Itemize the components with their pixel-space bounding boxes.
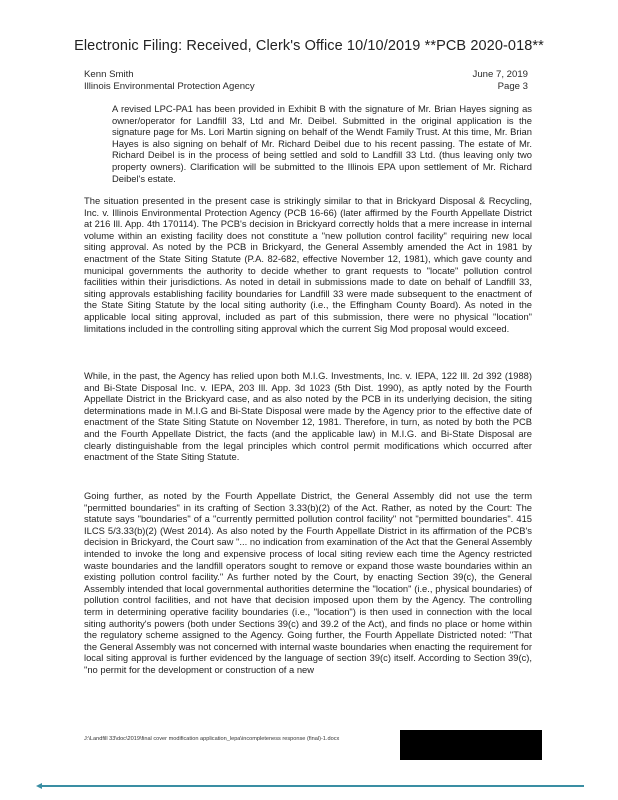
- paragraph-brickyard: The situation presented in the present case is strikingly similar to that in Brickyard Disposal & Recycling, Inc. v. Illinois Environmental Protection Agency (PCB 16-66) (later affirmed by the Fourth Appellate District at 216 Ill. App. 4th 170114). The PCB's decision in Brickyard correctly holds that a mere increase in internal volume within an existing facility does not constitute a "new pollution control facility" requiring new local siting approval. As noted by the PCB in Brickyard, the General Assembly amended the Act in 1981 by enactment of the State Siting Statute (P.A. 82-682, effective November 12, 1981), which gave county and municipal governments the authority to decide whether to grant requests to "locate" pollution control facilities within their jurisdictions. As noted in detail in submissions made to date on behalf of Landfill 33, siting approvals establishing facility boundaries for Landfill 33 were made subsequent to the enactment of the State Siting Statute by the local siting authority (i.e., the Effingham County Board). As noted in the applicable local siting approval, included as part of this submission, there were no physical "location" limitations included in the controlling siting approval which the current Sig Mod proposal would exceed.: [84, 195, 532, 334]
- redaction-box: [400, 730, 542, 760]
- recipient-name: Kenn Smith: [84, 69, 134, 80]
- paragraph-signatures: A revised LPC-PA1 has been provided in Exhibit B with the signature of Mr. Brian Hayes signing as owner/operator for Landfill 33, Ltd and Mr. Deibel. Submitted in the original application is the signature page for Ms. Lori Martin signing on behalf of the Wendt Family Trust. At this time, Mr. Brian Hayes is also signing on behalf of Mr. Richard Deibel due to his recent passing. The estate of Mr. Richard Deibel is in the process of being settled and sold to Landfill 33 Ltd. (thus leaving only two property owners). Clarification will be submitted to the Illinois EPA upon settlement of Mr. Richard Deibel's estate.: [112, 103, 532, 184]
- date-page-block: [473, 69, 528, 93]
- page-number: Page 3: [497, 81, 528, 92]
- file-path-footer: J:\Landfill 33\doc\2019\final cover modification application_lepa\incompleteness response (final)-1.docx: [84, 736, 340, 742]
- filing-stamp: Electronic Filing: Received, Clerk's Office 10/10/2019 **PCB 2020-018**: [74, 38, 544, 54]
- recipient-block: [84, 69, 255, 93]
- page-edge-line: [38, 785, 584, 787]
- letter-date: June 7, 2019: [472, 69, 528, 80]
- paragraph-boundaries: Going further, as noted by the Fourth Appellate District, the General Assembly did not use the term "permitted boundaries" in its crafting of Section 3.33(b)(2) of the Act. Rather, as noted by the Court: The statute says "boundaries" of a "currently permitted pollution control facility" not "permitted boundaries". 415 ILCS 5/3.33(b)(2) (West 2014). As also noted by the Fourth Appellate District in its affirmation of the PCB's decision in Brickyard, the Court saw "... no indication from examination of the Act that the General Assembly intended to invoke the long and expensive process of local siting review each time the Agency restricted waste boundaries and the landfill operators sought to remove or expand those waste boundaries within an existing pollution control facility." As further noted by the Court, by enacting Section 39(c), the General Assembly intended that local governmental authorities determine the "location" (i.e., physical boundaries) of pollution control facilities, and not have that decision imposed upon them by the Agency. The controlling term in determining operative facility boundaries (i.e., "location") is then used in connection with the local siting authority's powers (both under Sections 39(c) and 39.2 of the Act), and finds no place or home within the regulatory scheme assigned to the Agency. Going further, the Fourth Appellate Districted noted: "That the General Assembly was not concerned with internal waste boundaries when enacting the requirement for local siting approval is further evidenced by the language of section 39(c) itself. According to Section 39(c), "no permit for the development or construction of a new: [84, 490, 532, 675]
- recipient-agency: Illinois Environmental Protection Agency: [84, 81, 255, 92]
- paragraph-mig-bistate: While, in the past, the Agency has relied upon both M.I.G. Investments, Inc. v. IEPA, 122 Ill. 2d 392 (1988) and Bi-State Disposal Inc. v. IEPA, 203 Ill. App. 3d 1023 (5th Dist. 1990), as aptly noted by the Fourth Appellate District in the Brickyard case, and as also noted by the PCB in its underlying decision, the siting determinations made in M.I.G and Bi-State Disposal were made by the Agency prior to the effective date of enactment of the State Siting Statute on November 12, 1981. Therefore, in turn, as noted by both the PCB and the Fourth Appellate District, the facts (and the applicable law) in M.I.G. and Bi-State Disposal are clearly distinguishable from the legal principles which control permit modifications which occurred after enactment of the State Siting Statute.: [84, 370, 532, 463]
